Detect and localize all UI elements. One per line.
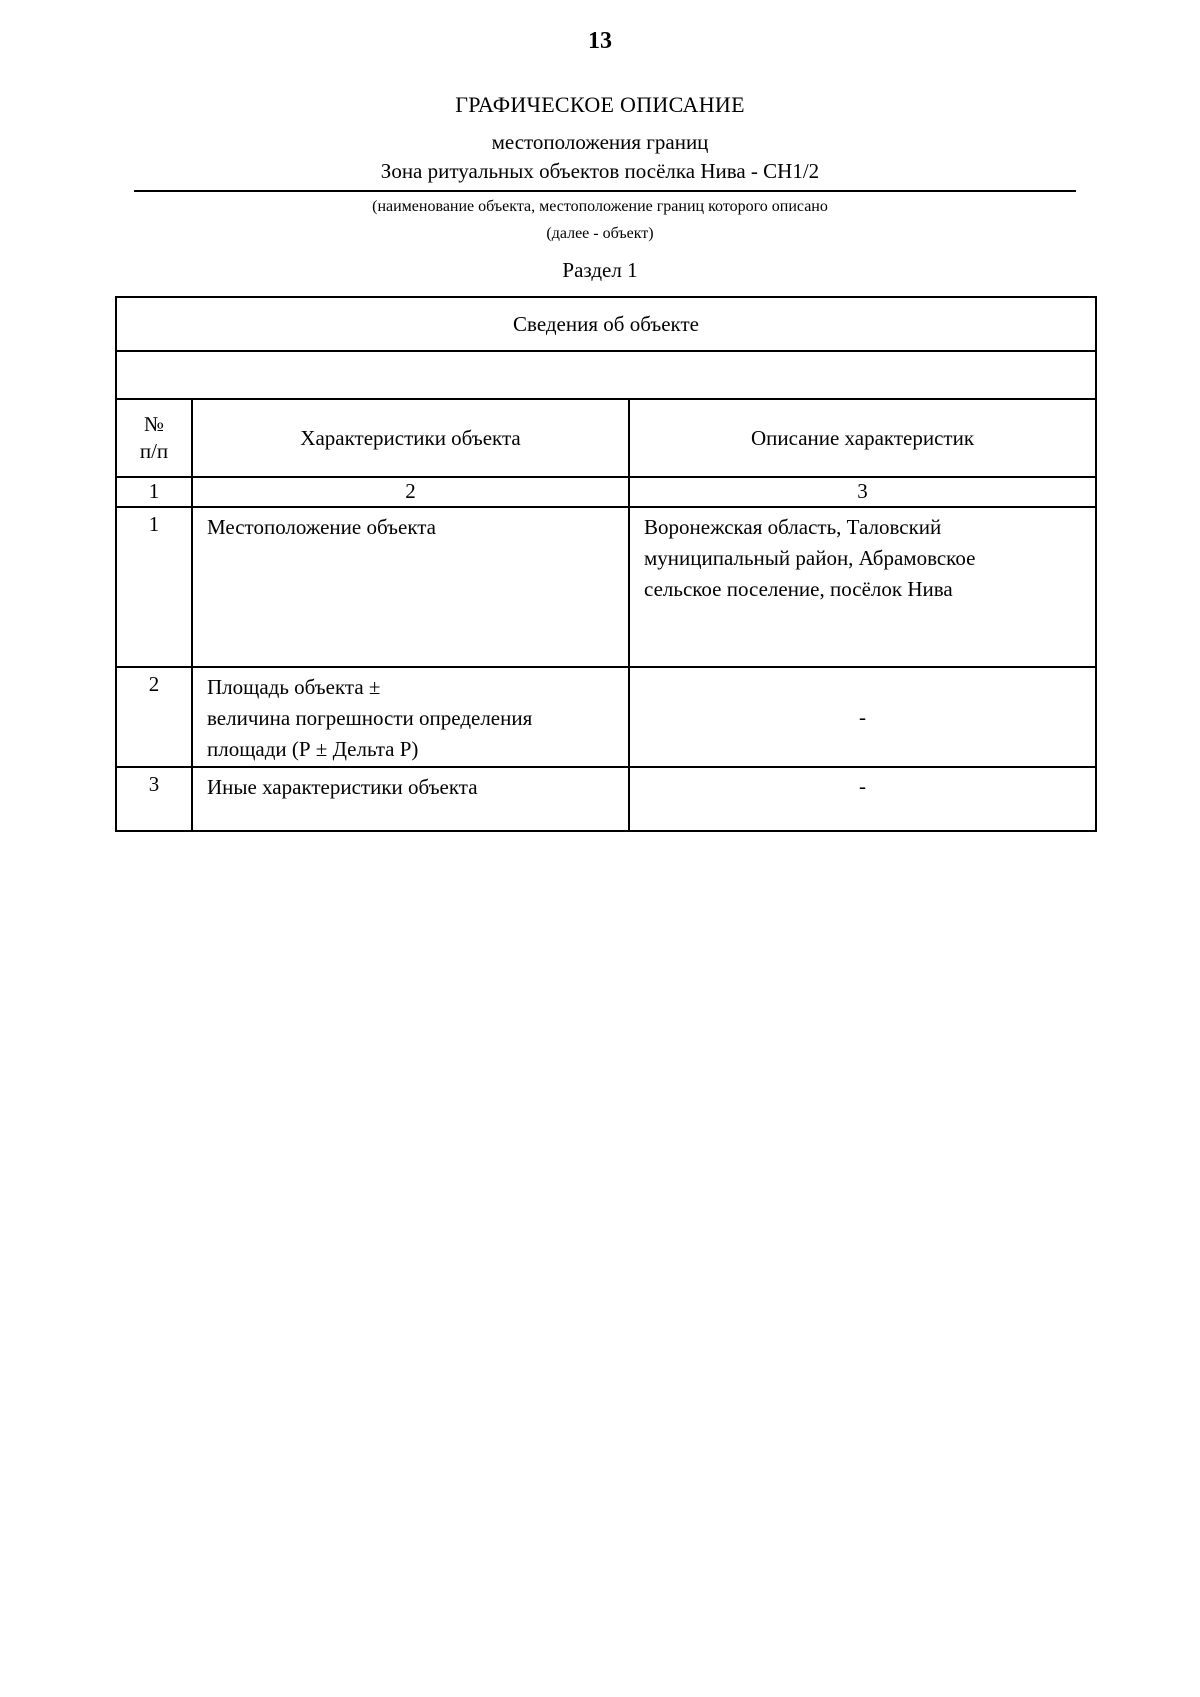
header-num-line: № xyxy=(143,412,165,436)
row-number: 1 xyxy=(116,507,192,667)
object-info-table xyxy=(115,296,1097,832)
header-characteristic: Характеристики объекта xyxy=(192,399,629,477)
table-header-row xyxy=(116,399,1096,477)
row-characteristic-line: Иные характеристики объекта xyxy=(207,775,478,799)
column-number: 2 xyxy=(192,477,629,507)
row-number: 3 xyxy=(116,767,192,831)
header-description: Описание характеристик xyxy=(629,399,1096,477)
table-caption: Сведения об объекте xyxy=(116,297,1096,351)
table-empty-row xyxy=(116,351,1096,399)
column-number: 1 xyxy=(116,477,192,507)
object-name-hint-line: (наименование объекта, местоположение границ которого описано xyxy=(372,198,828,215)
table-row xyxy=(116,667,1096,767)
table-caption-row xyxy=(116,297,1096,351)
object-name-underline xyxy=(134,190,1076,192)
table-row xyxy=(116,767,1096,831)
row-number: 2 xyxy=(116,667,192,767)
header-num xyxy=(116,399,192,477)
row-description: - xyxy=(629,667,1096,767)
row-description-line: сельское поселение, посёлок Нива xyxy=(644,577,953,601)
row-characteristic-line: Площадь объекта ± xyxy=(207,675,381,699)
object-name: Зона ритуальных объектов посёлка Нива - СН1/2 xyxy=(380,159,820,183)
object-name-hint xyxy=(0,193,1200,247)
row-characteristic-line: величина погрешности определения xyxy=(207,706,533,730)
column-number: 3 xyxy=(629,477,1096,507)
row-characteristic-line: площади (Р ± Дельта Р) xyxy=(207,737,419,761)
object-name-hint-line: (далее - объект) xyxy=(546,225,654,242)
row-characteristic-line: Местоположение объекта xyxy=(207,515,437,539)
row-description: - xyxy=(629,767,1096,831)
row-characteristic xyxy=(192,507,629,667)
column-number-row xyxy=(116,477,1096,507)
row-description-line: Воронежская область, Таловский xyxy=(644,515,942,539)
document-title: ГРАФИЧЕСКОЕ ОПИСАНИЕ xyxy=(455,92,745,117)
row-description xyxy=(629,507,1096,667)
table-row xyxy=(116,507,1096,667)
document-subtitle: местоположения границ xyxy=(491,130,709,154)
page-number: 13 xyxy=(588,28,612,54)
row-characteristic xyxy=(192,667,629,767)
header-num-line: п/п xyxy=(139,439,169,463)
section-label: Раздел 1 xyxy=(562,258,638,282)
row-characteristic xyxy=(192,767,629,831)
row-description-line: муниципальный район, Абрамовское xyxy=(644,546,976,570)
table-empty-cell xyxy=(116,351,1096,399)
